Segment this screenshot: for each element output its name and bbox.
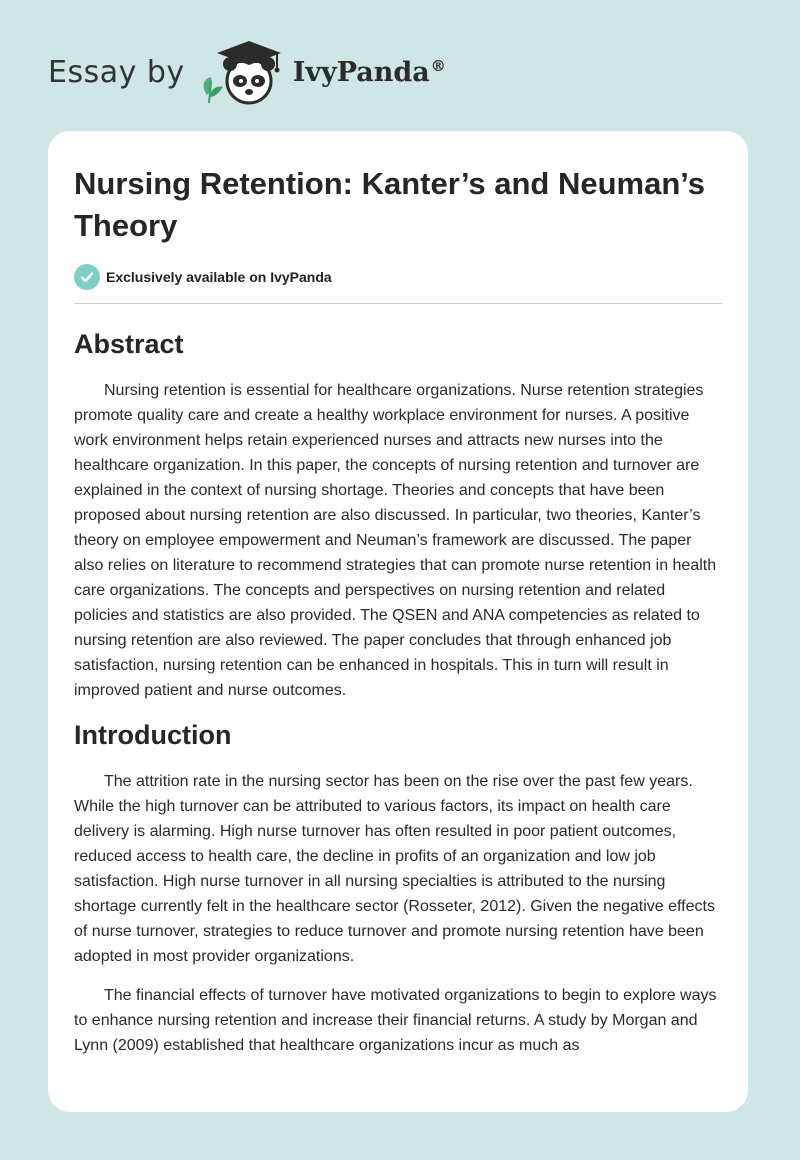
divider: [74, 303, 722, 304]
registered-mark: ®: [430, 56, 446, 75]
introduction-paragraph-1: The attrition rate in the nursing sector has been on the rise over the past few years. While the high turnover can be attributed to various factors, its impact on health care delivery is alarming. High nurse turnover has often resulted in poor patient outcomes, reduced access to health care, the decline in profits of an organization and low job satisfaction. High nurse turnover in all nursing specialties is attributed to the nursing shortage currently felt in the healthcare sector (Rosseter, 2012). Given the negative effects of nurse turnover, strategies to reduce turnover and promote nursing retention have been adopted in most provider organizations.: [74, 773, 715, 965]
check-icon: [74, 264, 100, 290]
site-header: [48, 36, 446, 108]
article-title: Nursing Retention: Kanter’s and Neuman’s Theory: [74, 166, 705, 243]
article-card: [48, 131, 748, 1112]
exclusive-label: Exclusively available on IvyPanda: [106, 269, 332, 285]
abstract-paragraph: Nursing retention is essential for healthcare organizations. Nurse retention strategies promote quality care and create a healthy workplace environment for nurses. A positive work environment helps retain experienced nurses and attracts new nurses into the healthcare organization. In this paper, the concepts of nursing retention and turnover are explained in the context of nursing shortage. Theories and concepts that have been proposed about nursing retention are also discussed. In particular, two theories, Kanter’s theory on employee empowerment and Neuman’s framework are discussed. The paper also relies on literature to recommend strategies that can promote nurse retention in health care organizations. The concepts and perspectives on nursing retention and related policies and statistics are also provided. The QSEN and ANA competencies as related to nursing retention are also reviewed. The paper concludes that through enhanced job satisfaction, nursing retention can be enhanced in hospitals. This in turn will result in improved patient and nurse outcomes.: [74, 382, 717, 699]
panda-graduate-icon: [199, 37, 287, 107]
introduction-paragraph-2: The financial effects of turnover have motivated organizations to begin to explore ways to enhance nursing retention and increase their financial returns. A study by Morgan and Lynn (2009) established that healthcare organizations incur as much as: [74, 987, 717, 1054]
brand-name[interactable]: [293, 57, 446, 88]
essay-by-label: Essay by: [48, 54, 185, 90]
section-heading-introduction: Introduction: [74, 720, 232, 750]
exclusive-badge: [74, 264, 722, 290]
leaf-icon: [203, 77, 222, 103]
brand-name-text: IvyPanda: [292, 56, 430, 88]
section-heading-abstract: Abstract: [74, 329, 184, 359]
article-content: [74, 163, 722, 1058]
